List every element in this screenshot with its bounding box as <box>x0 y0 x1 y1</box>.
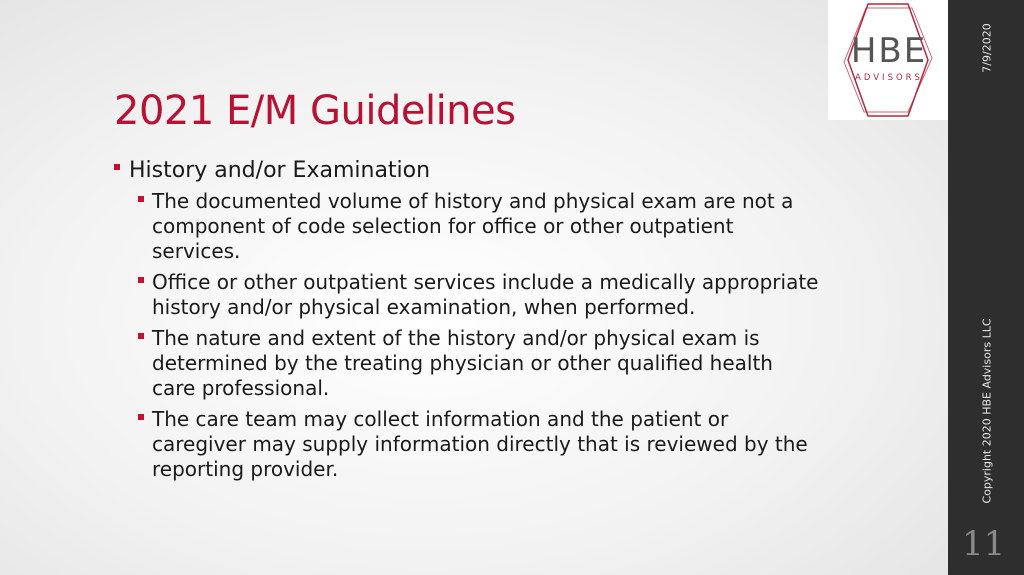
svg-text:ADVISORS: ADVISORS <box>855 73 923 83</box>
bullet-marker <box>114 164 120 170</box>
bullet-marker <box>138 414 144 420</box>
sub-bullet-text: The care team may collect information and the patient or caregiver may supply information directly that is reviewed by the reporting provider. <box>152 407 808 481</box>
bullet-text: History and/or Examination <box>129 158 431 183</box>
sub-bullet-2 <box>138 270 822 320</box>
bullet-history-examination <box>114 156 834 186</box>
slide-title: 2021 E/M Guidelines <box>114 88 516 134</box>
slide-copyright: Copyright 2020 HBE Advisors LLC <box>980 318 994 504</box>
hbe-advisors-logo <box>828 0 948 120</box>
slide-date: 7/9/2020 <box>980 23 994 73</box>
sub-bullet-text: The documented volume of history and physical exam are not a component of code selection for office or other outpatient services. <box>152 189 794 263</box>
sub-bullet-3 <box>138 326 822 401</box>
svg-text:HBE: HBE <box>850 31 928 71</box>
bullet-marker <box>138 333 144 339</box>
slide-number: 11 <box>962 524 1006 564</box>
bullet-marker <box>138 277 144 283</box>
sub-bullet-4 <box>138 407 822 482</box>
sub-bullet-text: The nature and extent of the history and/or physical exam is determined by the treating physician or other qualified health care professional. <box>152 326 773 400</box>
bullet-marker <box>138 196 144 202</box>
sub-bullet-text: Office or other outpatient services include a medically appropriate history and/or physical examination, when performed. <box>152 270 819 319</box>
sub-bullet-1 <box>138 189 822 264</box>
slide-content <box>114 156 834 482</box>
